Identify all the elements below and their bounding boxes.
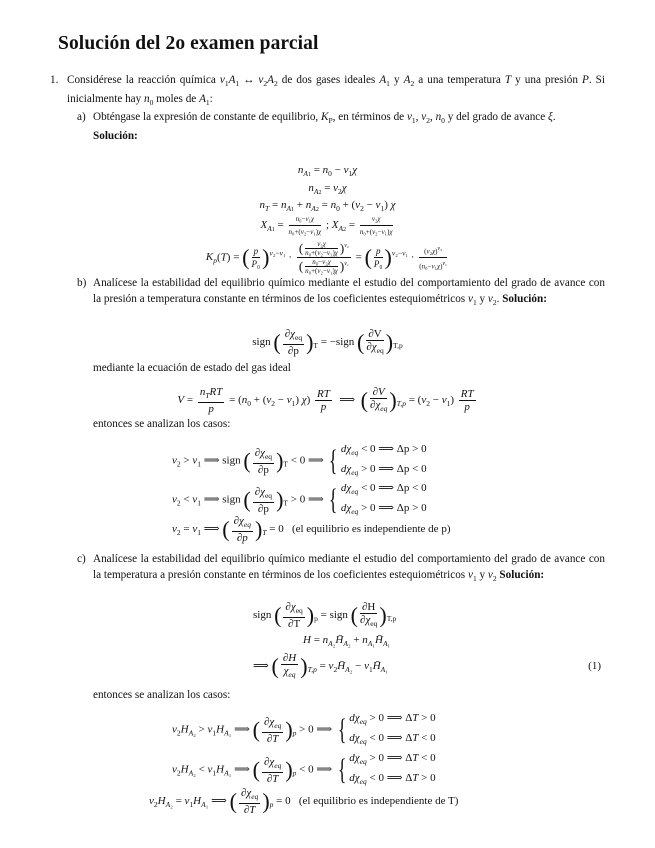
question-b <box>77 276 605 310</box>
question-c-solution-label: Solución: <box>499 568 545 581</box>
equation-c-case-3-note: (el equilibrio es independiente de T) <box>298 795 459 808</box>
equation-a-4: $X_{A1}$ = $\frac{\text{n₀−ν₁χ}}{\text{n₀+(ν₂−ν₁)χ}}$ ; $X_{A2}$ = $\frac{\text{ν₂χ}}{\text{n₀+(ν₂−ν₁)χ}}$ <box>260 215 393 236</box>
equation-a-2: $n_{A2} = \nu_2\chi$ <box>308 182 347 196</box>
equation-c-3: ⟹ ( $\frac{\partial H}{\chi_{eq}}$ )$_{T,p}$ = $\nu_2H̄_{A_2}$ − $\nu_1H̄_{A_1}$ <box>253 652 388 679</box>
question-a-solution-label: Solución: <box>93 129 138 142</box>
question-c <box>77 552 605 586</box>
question-b-label: b) <box>77 277 87 289</box>
question-1 <box>50 73 605 110</box>
equation-b-case-3-note: (el equilibrio es independiente de p) <box>291 523 451 536</box>
equation-c-case-2: $\nu_2H_{A_2} < \nu_1H_{A_1}$ ⟹ ( $\frac{\partial\chi_{eq}}{\partial T}$ )$_p < 0$ ⟹ { $d\chi_{eq} > 0$ ⟹ ΔT < 0 $d\chi_{eq} < 0$ ⟹ ΔT > 0 <box>172 752 436 786</box>
question-1-number: 1. <box>50 74 59 86</box>
question-b-text: Analícese la estabilidad del equilibrio químico mediante el estudio del comportamiento del grado de avance con la presión a temperatura constante en términos de los coeficientes estequiométricos $\nu_1$ y $\nu_2$. Solución: <box>93 277 605 307</box>
equation-c-case-3: $\nu_2H_{A_2} = \nu_1H_{A_1}$ ⟹ ( $\frac{\partial\chi_{eq}}{\partial T}$ )$_p = 0$ (el equilibrio es independiente de T) <box>149 787 459 816</box>
equation-c-2: $H = n_{A_2}H̄_{A_2}$ + $n_{A_1}H̄_{A_1}$ <box>303 634 391 648</box>
question-b-solution-label: Solución: <box>502 292 547 305</box>
question-a-text: Obténgase la expresión de constante de equilibrio, $K_P$, en términos de $\nu_1$, $\nu_2$, $n_0$ y del grado de avance ξ. <box>93 111 556 125</box>
equation-b-case-2: $\nu_2 < \nu_1$ ⟹ sign ( $\frac{\partial\chi_{eq}}{\partial p}$ )$_T > 0$ ⟹ { $d\chi_{eq} < 0$ ⟹ Δp < 0 $d\chi_{eq} > 0$ ⟹ Δp > 0 <box>172 482 427 516</box>
question-a <box>77 110 605 144</box>
equation-c-case-1: $\nu_2H_{A_2} > \nu_1H_{A_1}$ ⟹ ( $\frac{\partial\chi_{eq}}{\partial T}$ )$_p > 0$ ⟹ { $d\chi_{eq} > 0$ ⟹ ΔT > 0 $d\chi_{eq} < 0$ ⟹ ΔT < 0 <box>172 712 436 746</box>
equation-b-case-3: $\nu_2 = \nu_1$ ⟹ ( $\frac{\partial\chi_{eq}}{\partial p}$ )$_T = 0$ (el equilibrio es independiente de p) <box>172 515 451 544</box>
question-c-text: Analícese la estabilidad del equilibrio químico mediante el estudio del comportamiento del grado de avance con la temperatura a presión constante en términos de los coeficientes estequiométricos $\nu_1$ y $\nu_2$ Solución: <box>93 553 605 583</box>
question-b-text-2: mediante la ecuación de estado del gas ideal <box>93 362 291 374</box>
question-b-text-3: entonces se analizan los casos: <box>93 418 231 430</box>
question-c-label: c) <box>77 553 86 565</box>
equation-b-2: V = $\frac{n_TRT}{p}$ = ($n_0 + (\nu_2 - \nu_1)$ χ) $\frac{RT}{p}$ ⟹ ( $\frac{\partial V}{\partial\chi_{eq}}$ )$_{T,p} = (\nu_2 - \nu_1)$ $\frac{RT}{p}$ <box>177 386 474 415</box>
equation-a-3: $n_T = n_{A1} + n_{A2} = n_0 + (\nu_2 - \nu_1)$ χ <box>259 199 396 213</box>
question-1-text: Considérese la reacción química $\nu_1A_1$ ↔ $\nu_2A_2$ de dos gases ideales $A_1$ y $A_2$ a una temperatura T y una presión P. Si inicialmente hay $n_0$ moles de $A_1$: <box>67 74 605 107</box>
equation-c-1: sign ( $\frac{\partial\chi_{eq}}{\partial T}$ )$_p$ = sign ( $\frac{\partial H}{\partial\chi_{eq}}$ )$_{T,p}$ <box>253 601 397 630</box>
equation-a-1: $n_{A1} = n_0 - \nu_1\chi$ <box>297 164 358 178</box>
question-c-text-2: entonces se analizan los casos: <box>93 689 231 701</box>
equation-number: (1) <box>588 660 601 672</box>
equation-b-case-1: $\nu_2 > \nu_1$ ⟹ sign ( $\frac{\partial\chi_{eq}}{\partial p}$ )$_T < 0$ ⟹ { $d\chi_{eq} < 0$ ⟹ Δp > 0 $d\chi_{eq} > 0$ ⟹ Δp < 0 <box>172 443 427 477</box>
question-a-label: a) <box>77 111 86 123</box>
equation-a-5: $K_p(T)$ = ( $\frac{p}{\text{P₀}}$ )$^{\nu_2-\nu_1}$ · ( $\frac{\text{ν₂χ}}{\text{n₀+(ν₂−ν₁)χ}}$ )$^{\nu_2}$ ( $\frac{\text{n₀−ν₂χ}}{\text{n₀+(ν₂−ν₁)χ}}$ )$^{\nu_1}$ = ( $\frac{p}{\text{P₀}}$ )$^{\nu_2-\nu_1}$ · $\frac{(\nu_2\chi)^{\nu_2}}{(n_0-\nu_1\chi)^{\nu_1}}$ <box>205 240 448 276</box>
page-title: Solución del 2o examen parcial <box>58 33 319 54</box>
equation-b-1: sign ( $\frac{\partial\chi_{eq}}{\partial p}$ )$_T$ = −sign ( $\frac{\partial V}{\partial\chi_{eq}}$ )$_{T,p}$ <box>252 328 403 357</box>
